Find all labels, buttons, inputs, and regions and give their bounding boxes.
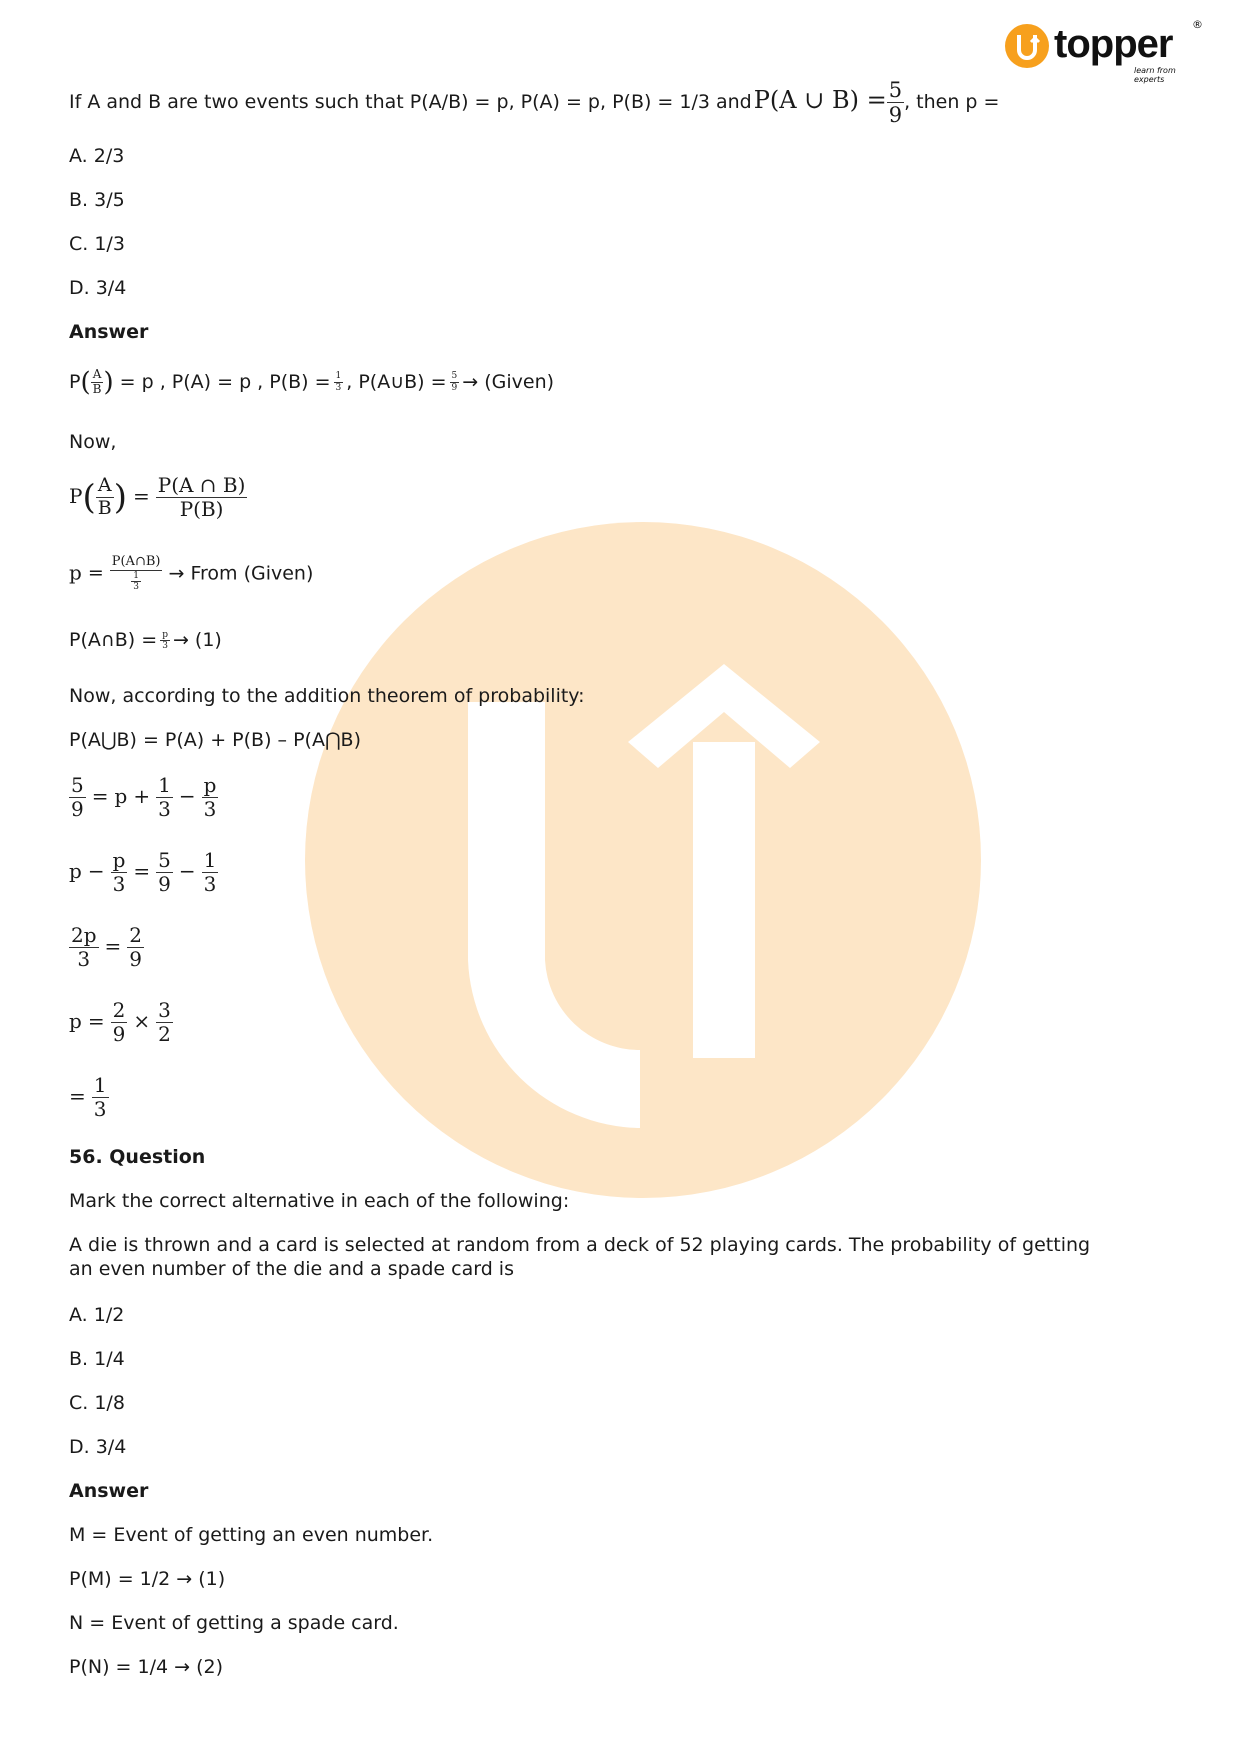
- brand-name: topper: [1054, 22, 1173, 66]
- addition-theorem: P(A⋃B) = P(A) + P(B) – P(A⋂B): [69, 729, 361, 751]
- equation-4: p = $\frac{2}{9}$ × $\frac{3}{2}$: [69, 998, 171, 1046]
- equation-3: $\frac{2p}{3}$ = $\frac{2}{9}$: [71, 923, 143, 971]
- option-b: B. 3/5: [69, 189, 125, 211]
- equation-5: = $\frac{1}{3}$: [69, 1073, 107, 1121]
- answer-line: M = Event of getting an even number.: [69, 1524, 434, 1546]
- answer-line: P(M) = 1/2 → (1): [69, 1568, 226, 1590]
- option-a: A. 2/3: [69, 145, 125, 167]
- brand-tagline: learn from experts: [1134, 66, 1176, 84]
- option-c: C. 1/3: [69, 233, 125, 255]
- option-d-56: D. 3/4: [69, 1436, 127, 1458]
- topper-logo: [1004, 18, 1204, 84]
- theorem-line: Now, according to the addition theorem of probability:: [69, 685, 585, 707]
- step-p: p = $\frac{P(A\cap B)}{\frac{1}{3}}$ → From (Given): [69, 554, 314, 593]
- equation-2: p − $\frac{p}{3}$ = $\frac{5}{9}$ − $\frac{1}{3}$: [69, 848, 217, 896]
- option-c-56: C. 1/8: [69, 1392, 125, 1414]
- question-56-heading: 56. Question: [69, 1146, 206, 1168]
- option-a-56: A. 1/2: [69, 1304, 125, 1326]
- conditional-formula: P( $\frac{A}{B}$ ) = $\frac{P(A \cap B)}{P(B)}$: [69, 473, 246, 521]
- answer-line: N = Event of getting a spade card.: [69, 1612, 399, 1634]
- option-d: D. 3/4: [69, 277, 127, 299]
- option-b-56: B. 1/4: [69, 1348, 125, 1370]
- instruction-text: Mark the correct alternative in each of the following:: [69, 1190, 570, 1212]
- answer-line: P(N) = 1/4 → (2): [69, 1656, 223, 1678]
- now-label: Now,: [69, 431, 117, 453]
- question-56-text-line1: A die is thrown and a card is selected at random from a deck of 52 playing cards. The probability of getting: [69, 1234, 1091, 1256]
- step-intersection: P(A∩B) = $\frac{p}{3}$ → (1): [69, 629, 222, 651]
- given-line: P( $\frac{A}{B}$ ) = p , P(A) = p , P(B) = $\frac{1}{3}$ , P(A∪B) = $\frac{5}{9}$ → (Given): [69, 367, 555, 398]
- equation-1: $\frac{5}{9}$ = p + $\frac{1}{3}$ − $\frac{p}{3}$: [71, 773, 217, 821]
- answer-heading-56: Answer: [69, 1480, 149, 1502]
- brand-registered: ®: [1192, 18, 1203, 31]
- question-text: If A and B are two events such that P(A/B) = p, P(A) = p, P(B) = 1/3 andP(A ∪ B) = $\frac{5}{9}$ , then p =: [69, 78, 1000, 128]
- answer-heading: Answer: [69, 321, 149, 343]
- question-56-text-line2: an even number of the die and a spade card is: [69, 1258, 514, 1280]
